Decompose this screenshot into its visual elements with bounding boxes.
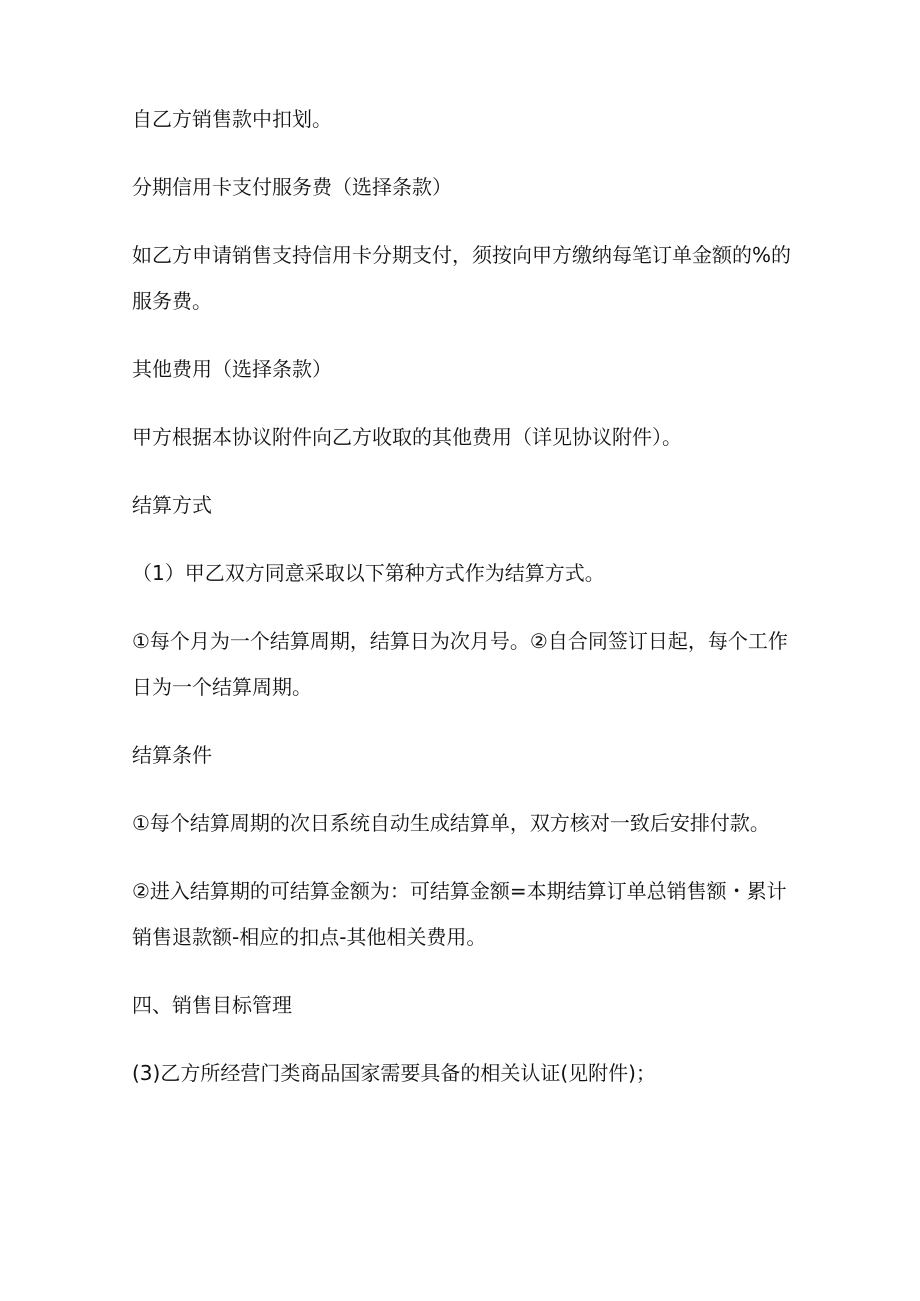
paragraph-installment-fee: 如乙方申请销售支持信用卡分期支付，须按向甲方缴纳每笔订单金额的%的服务费。 bbox=[132, 243, 792, 313]
paragraph-settlement-cycle: ①每个月为一个结算周期，结算日为次月号。②自合同签订日起，每个工作日为一个结算周期。 bbox=[132, 629, 788, 699]
heading-other-fees: 其他费用（选择条款） bbox=[132, 357, 332, 381]
paragraph-deduction: 自乙方销售款中扣划。 bbox=[132, 107, 332, 131]
paragraph-settlement-amount: ②进入结算期的可结算金额为：可结算金额=本期结算订单总销售额・累计销售退款额-相应的扣点-其他相关费用。 bbox=[132, 879, 787, 949]
paragraph-other-fees: 甲方根据本协议附件向乙方收取的其他费用（详见协议附件）。 bbox=[132, 425, 682, 449]
paragraph-settlement-choice: （1）甲乙双方同意采取以下第种方式作为结算方式。 bbox=[132, 561, 605, 585]
paragraph-settlement-statement: ①每个结算周期的次日系统自动生成结算单，双方核对一致后安排付款。 bbox=[132, 811, 770, 835]
heading-installment-fee: 分期信用卡支付服务费（选择条款） bbox=[132, 175, 452, 199]
heading-sales-target: 四、销售目标管理 bbox=[132, 993, 292, 1017]
heading-settlement-conditions: 结算条件 bbox=[132, 743, 212, 767]
document-body bbox=[132, 96, 792, 1096]
paragraph-certification: (3)乙方所经营门类商品国家需要具备的相关认证(见附件)； bbox=[132, 1061, 656, 1085]
heading-settlement-method: 结算方式 bbox=[132, 493, 212, 517]
